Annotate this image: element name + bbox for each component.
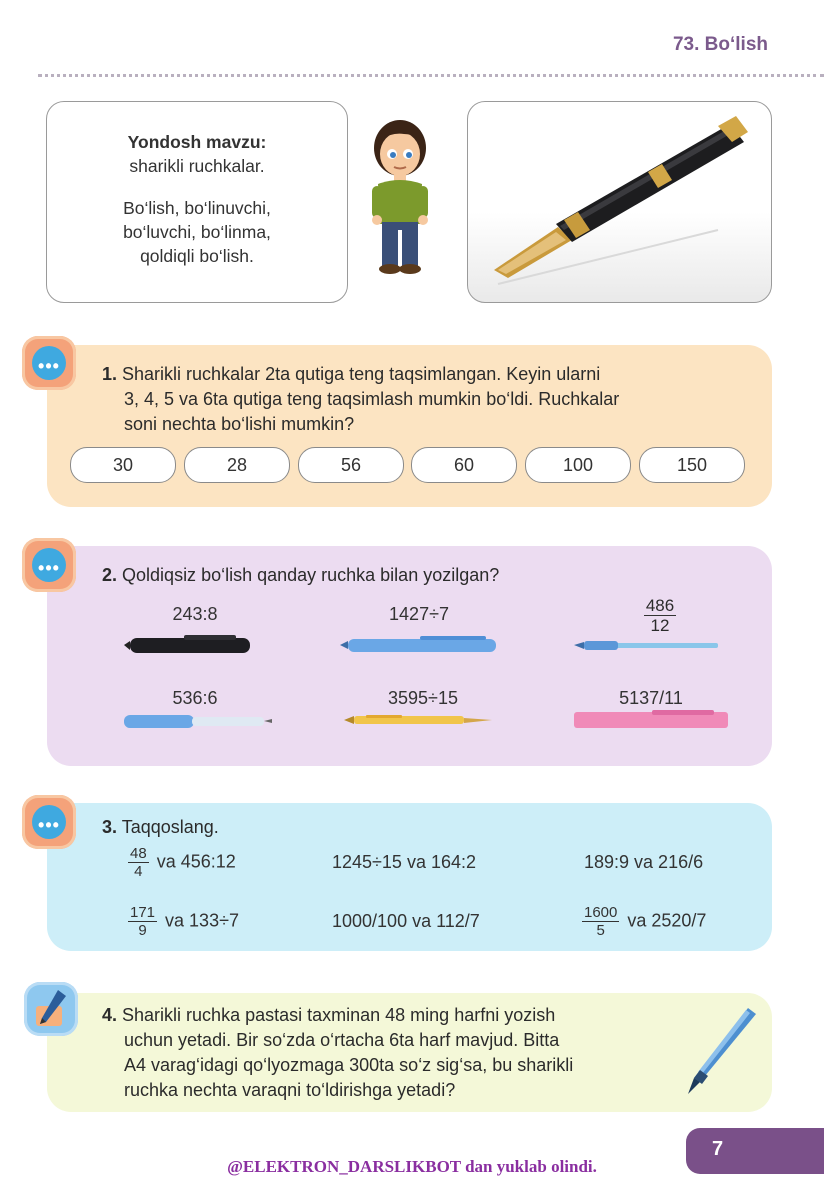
comparison-rest: va 2520/7 bbox=[627, 910, 707, 931]
expression: 5137/11 bbox=[619, 688, 683, 708]
expression: 1427÷7 bbox=[389, 604, 449, 624]
task1-number: 1. bbox=[102, 364, 118, 384]
task1-line: Sharikli ruchkalar 2ta qutiga teng taqsimlangan. Keyin ularni bbox=[122, 364, 601, 384]
blue-white-pen-icon[interactable] bbox=[116, 710, 272, 732]
fraction-numerator: 48 bbox=[130, 845, 147, 862]
task4-line: Sharikli ruchka pastasi taxminan 48 ming harfni yozish bbox=[122, 1005, 556, 1025]
fountain-pen-icon bbox=[468, 102, 771, 302]
fraction-denominator: 4 bbox=[134, 863, 143, 880]
task4-number: 4. bbox=[102, 1005, 118, 1025]
comparison-item: 1245÷15 va 164:2 bbox=[332, 852, 476, 872]
fraction-numerator: 1600 bbox=[584, 904, 618, 921]
task3-text bbox=[102, 815, 219, 840]
comparison-item bbox=[582, 904, 706, 939]
task3-instruction: Taqqoslang. bbox=[121, 817, 219, 837]
topic-line: qoldiqli bo‘lish. bbox=[140, 246, 254, 266]
boy-illustration bbox=[364, 112, 436, 277]
task4-text bbox=[102, 1003, 677, 1103]
dotted-divider bbox=[38, 74, 824, 77]
expression: 536:6 bbox=[172, 688, 218, 708]
chat-bubble-icon: ••• bbox=[22, 795, 76, 849]
chat-bubble-icon: ••• bbox=[22, 538, 76, 592]
task1-line: soni nechta bo‘lishi mumkin? bbox=[124, 414, 355, 434]
answer-option-60[interactable]: 60 bbox=[411, 447, 517, 483]
answer-option-30[interactable]: 30 bbox=[70, 447, 176, 483]
black-pen-icon[interactable] bbox=[124, 632, 254, 658]
comparison-item: 1000/100 va 112/7 bbox=[332, 911, 480, 931]
task4-line: uchun yetadi. Bir so‘zda o‘rtacha 6ta harf mavjud. Bitta bbox=[124, 1030, 560, 1050]
topic-line: Bo‘lish, bo‘linuvchi, bbox=[123, 198, 271, 218]
fraction-numerator: 171 bbox=[130, 904, 156, 921]
fraction-denominator: 5 bbox=[596, 922, 605, 939]
page-title: 73. Bo‘lish bbox=[672, 34, 768, 55]
answer-option-28[interactable]: 28 bbox=[184, 447, 290, 483]
task2-question: Qoldiqsiz bo‘lish qanday ruchka bilan yozilgan? bbox=[122, 565, 500, 585]
topic-line: bo‘luvchi, bo‘linma, bbox=[123, 222, 271, 242]
page-number-tab bbox=[686, 1128, 824, 1174]
fountain-pen-photo bbox=[467, 101, 772, 303]
download-source-note: @ELEKTRON_DARSLIKBOT dan yuklab olindi. bbox=[227, 1157, 597, 1176]
page-number: 7 bbox=[712, 1138, 724, 1160]
task4-line: A4 varag‘idagi qo‘lyozmaga 300ta so‘z sig‘sa, bu sharikli bbox=[124, 1055, 574, 1075]
task4-line: ruchka nechta varaqni to‘ldirishga yetadi? bbox=[124, 1080, 456, 1100]
expression: 243:8 bbox=[172, 604, 218, 624]
answer-option-56[interactable]: 56 bbox=[298, 447, 404, 483]
comparison-rest: va 456:12 bbox=[156, 851, 236, 872]
topic-title: Yondosh mavzu: bbox=[127, 132, 267, 152]
topic-subtitle: sharikli ruchkalar. bbox=[129, 156, 265, 176]
pink-pen-icon[interactable] bbox=[572, 708, 732, 734]
comparison-item bbox=[128, 904, 239, 939]
expression: 3595÷15 bbox=[388, 688, 458, 708]
fraction-denominator: 12 bbox=[650, 616, 670, 635]
topic-keywords bbox=[47, 196, 347, 268]
fraction-denominator: 9 bbox=[138, 922, 147, 939]
answer-option-100[interactable]: 100 bbox=[525, 447, 631, 483]
fraction-numerator: 486 bbox=[645, 596, 675, 615]
task2-number: 2. bbox=[102, 565, 118, 585]
comparison-rest: va 133÷7 bbox=[165, 910, 239, 931]
task1-line: 3, 4, 5 va 6ta qutiga teng taqsimlash mumkin bo‘ldi. Ruchkalar bbox=[124, 389, 620, 409]
chat-bubble-icon: ••• bbox=[22, 336, 76, 390]
task3-number: 3. bbox=[102, 817, 118, 837]
fraction-expression bbox=[620, 596, 700, 635]
comparison-item: 189:9 va 216/6 bbox=[584, 852, 704, 872]
task1-text bbox=[102, 362, 742, 437]
related-topic-box bbox=[46, 101, 348, 303]
yellow-pen-icon[interactable] bbox=[342, 712, 492, 730]
answer-option-150[interactable]: 150 bbox=[639, 447, 745, 483]
light-blue-pen-icon[interactable] bbox=[574, 636, 724, 656]
task2-text bbox=[102, 563, 499, 588]
comparison-item bbox=[128, 845, 236, 880]
pencil-note-icon bbox=[24, 982, 78, 1036]
blue-pen-icon[interactable] bbox=[340, 632, 500, 658]
ballpoint-pen-icon bbox=[680, 1004, 760, 1096]
